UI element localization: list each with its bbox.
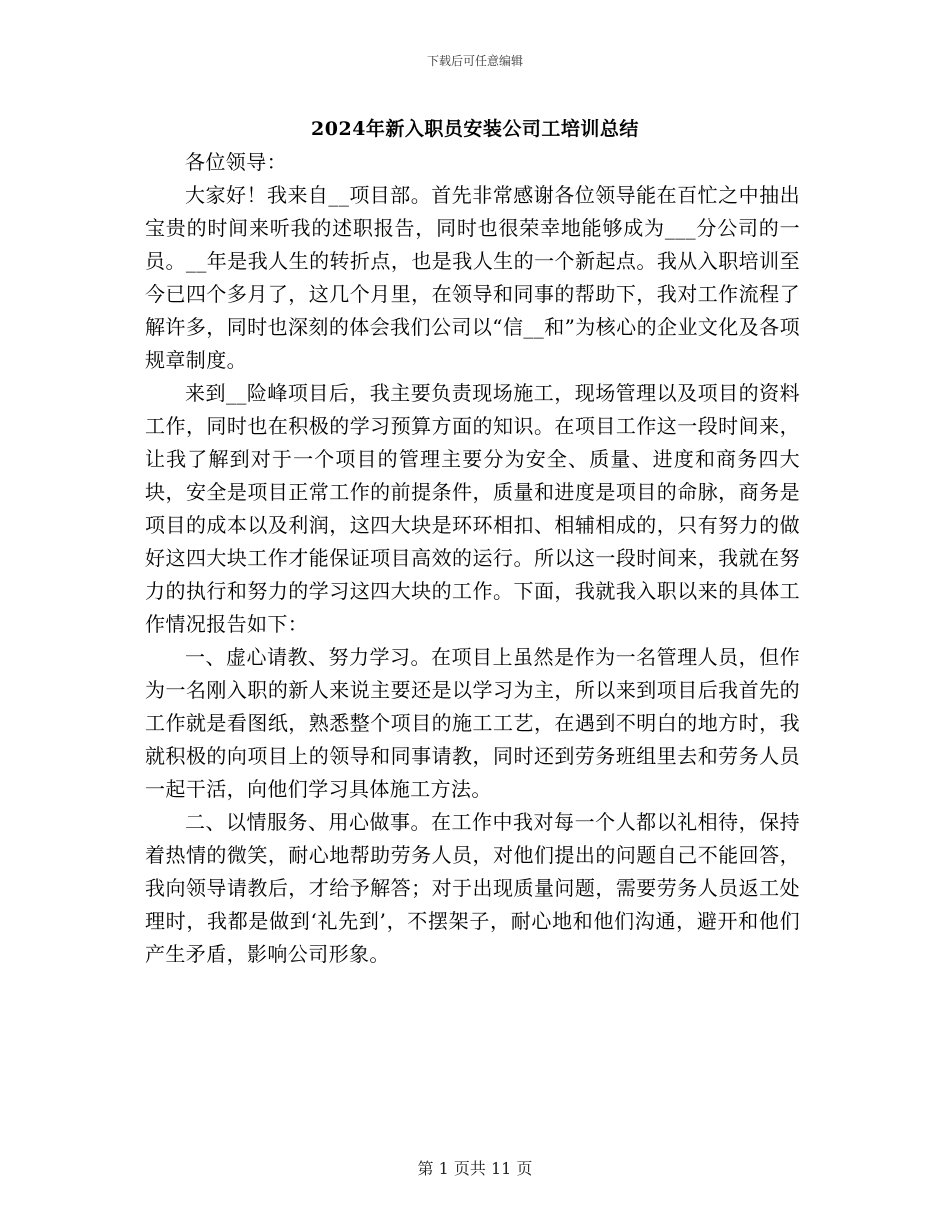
- salutation-paragraph: 各位领导：: [185, 150, 287, 174]
- document-body: [145, 146, 800, 971]
- page-number-footer: 第 1 页共 11 页: [417, 1159, 533, 1178]
- section-two-paragraph: 二、以情服务、用心做事。在工作中我对每一个人都以礼相待，保持着热情的微笑，耐心地帮助劳务人员，对他们提出的问题自己不能回答，我向领导请教后，才给予解答；对于出现质量问题，需要劳务人员返工处理时，我都是做到‘礼先到’，不摆架子，耐心地和他们沟通，避开和他们产生矛盾，影响公司形象。: [145, 810, 800, 966]
- document-title: 2024年新入职员安装公司工培训总结: [311, 118, 639, 140]
- intro-paragraph: 大家好！我来自__项目部。首先非常感谢各位领导能在百忙之中抽出宝贵的时间来听我的述职报告，同时也很荣幸地能够成为___分公司的一员。__年是我人生的转折点，也是我人生的一个新起点。我从入职培训至今已四个多月了，这几个月里，在领导和同事的帮助下，我对工作流程了解许多，同时也深刻的体会我们公司以“信__和”为核心的企业文化及各项规章制度。: [145, 183, 800, 372]
- project-paragraph: 来到__险峰项目后，我主要负责现场施工，现场管理以及项目的资料工作，同时也在积极的学习预算方面的知识。在项目工作这一段时间来，让我了解到对于一个项目的管理主要分为安全、质量、进度和商务四大块，安全是项目正常工作的前提条件，质量和进度是项目的命脉，商务是项目的成本以及利润，这四大块是环环相扣、相辅相成的，只有努力的做好这四大块工作才能保证项目高效的运行。所以这一段时间来，我就在努力的执行和努力的学习这四大块的工作。下面，我就我入职以来的具体工作情况报告如下：: [145, 381, 800, 636]
- page-header-note: 下载后可任意编辑: [426, 54, 523, 68]
- section-one-paragraph: 一、虚心请教、努力学习。在项目上虽然是作为一名管理人员，但作为一名刚入职的新人来说主要还是以学习为主，所以来到项目后我首先的工作就是看图纸，熟悉整个项目的施工工艺，在遇到不明白的地方时，我就积极的向项目上的领导和同事请教，同时还到劳务班组里去和劳务人员一起干活，向他们学习具体施工方法。: [145, 645, 800, 801]
